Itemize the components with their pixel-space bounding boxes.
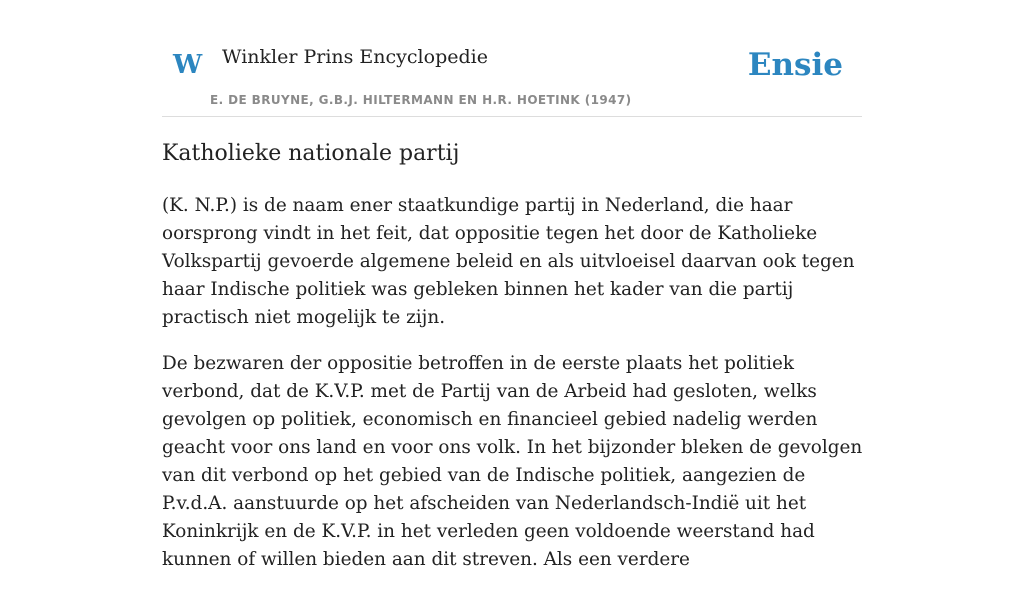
- winkler-prins-logo-icon[interactable]: W: [173, 50, 203, 80]
- article-paragraph-2: De bezwaren der oppositie betroffen in de eerste plaats het politiek verbond, dat de K.V.P. met de Partij van de Arbeid had gesloten, welks gevolgen op politiek, economisch en financieel gebied nadelig werden geacht voor ons land en voor ons volk. In het bijzonder bleken de gevolgen van dit verbond op het gebied van de Indische politiek, aangezien de P.v.d.A. aanstuurde op het afscheiden van Nederlandsch-Indië uit het Koninkrijk en de K.V.P. in het verleden geen voldoende weerstand had kunnen of willen bieden aan dit streven. Als een verdere: [162, 352, 863, 570]
- authors-line: E. DE BRUYNE, G.B.J. HILTERMANN EN H.R. HOETINK (1947): [210, 93, 632, 107]
- site-header: [162, 0, 862, 117]
- article-paragraph-1: (K. N.P.) is de naam ener staatkundige partij in Nederland, die haar oorsprong vindt in het feit, dat oppositie tegen het door de Katholieke Volkspartij gevoerde algemene beleid en als uitvloeisel daarvan ook tegen haar Indische politiek was gebleken binnen het kader van die partij practisch niet mogelijk te zijn.: [162, 194, 855, 328]
- ensie-brand-logo[interactable]: Ensie: [747, 47, 843, 83]
- site-title-link[interactable]: Winkler Prins Encyclopedie: [222, 46, 488, 68]
- article-title: Katholieke nationale partij: [162, 141, 460, 166]
- article: [162, 139, 864, 592]
